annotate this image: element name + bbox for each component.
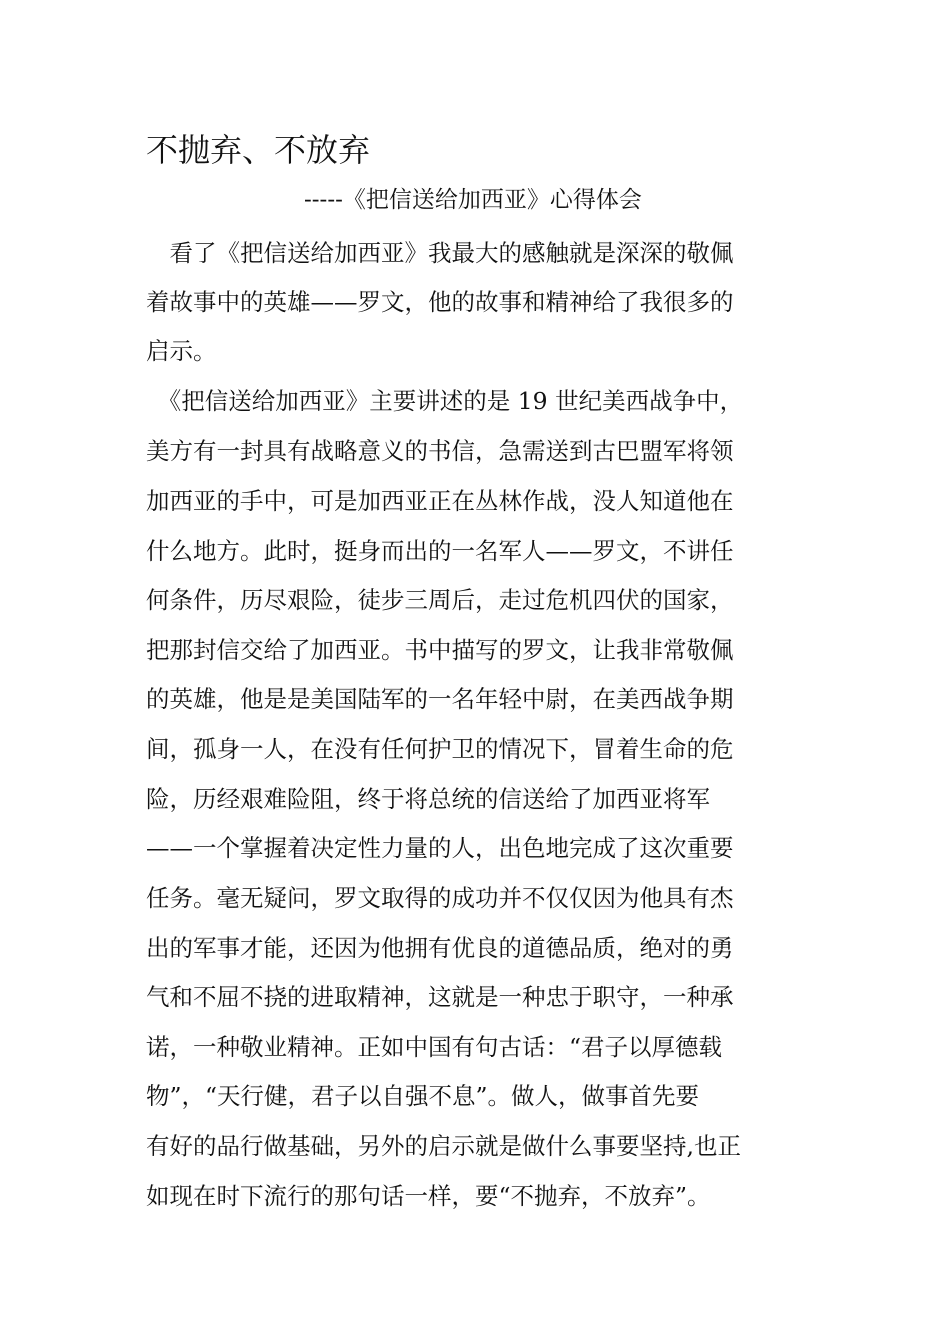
paragraph-line: 任务。毫无疑问，罗文取得的成功并不仅仅因为他具有杰 bbox=[146, 884, 734, 912]
paragraph-line: 的英雄，他是是美国陆军的一名年轻中尉，在美西战争期 bbox=[146, 685, 734, 713]
paragraph-line: 诺，一种敬业精神。正如中国有句古话：“君子以厚德载 bbox=[146, 1033, 723, 1061]
paragraph-line: 启示。 bbox=[146, 337, 217, 365]
paragraph-line: 《把信送给加西亚》主要讲述的是 19 世纪美西战争中， bbox=[146, 387, 744, 415]
document-subtitle: -----《把信送给加西亚》心得体会 bbox=[304, 187, 642, 213]
paragraph-line: 出的军事才能，还因为他拥有优良的道德品质，绝对的勇 bbox=[146, 934, 734, 962]
document-title: 不抛弃、不放弃 bbox=[146, 131, 371, 169]
paragraph-line: 着故事中的英雄——罗文，他的故事和精神给了我很多的 bbox=[146, 288, 734, 316]
paragraph-line: 险，历经艰难险阻，终于将总统的信送给了加西亚将军 bbox=[146, 785, 710, 813]
paragraph-line: 什么地方。此时，挺身而出的一名军人——罗文，不讲任 bbox=[146, 537, 734, 565]
paragraph-line: 物”，“天行健，君子以自强不息”。做人，做事首先要 bbox=[146, 1082, 700, 1110]
paragraph-line: 如现在时下流行的那句话一样，要“不抛弃，不放弃”。 bbox=[146, 1182, 711, 1210]
paragraph-line: 间，孤身一人，在没有任何护卫的情况下，冒着生命的危 bbox=[146, 735, 734, 763]
paragraph-line: 气和不屈不挠的进取精神，这就是一种忠于职守，一种承 bbox=[146, 983, 734, 1011]
paragraph-line: 何条件，历尽艰险，徒步三周后，走过危机四伏的国家， bbox=[146, 586, 734, 614]
paragraph-line: ——一个掌握着决定性力量的人，出色地完成了这次重要 bbox=[146, 834, 734, 862]
paragraph-line: 美方有一封具有战略意义的书信，急需送到古巴盟军将领 bbox=[146, 437, 734, 465]
paragraph-line: 有好的品行做基础，另外的启示就是做什么事要坚持,也正 bbox=[146, 1132, 741, 1160]
paragraph-line: 看了《把信送给加西亚》我最大的感触就是深深的敬佩 bbox=[146, 239, 734, 267]
paragraph-line: 把那封信交给了加西亚。书中描写的罗文，让我非常敬佩 bbox=[146, 636, 734, 664]
paragraph-line: 加西亚的手中，可是加西亚正在丛林作战，没人知道他在 bbox=[146, 487, 734, 515]
